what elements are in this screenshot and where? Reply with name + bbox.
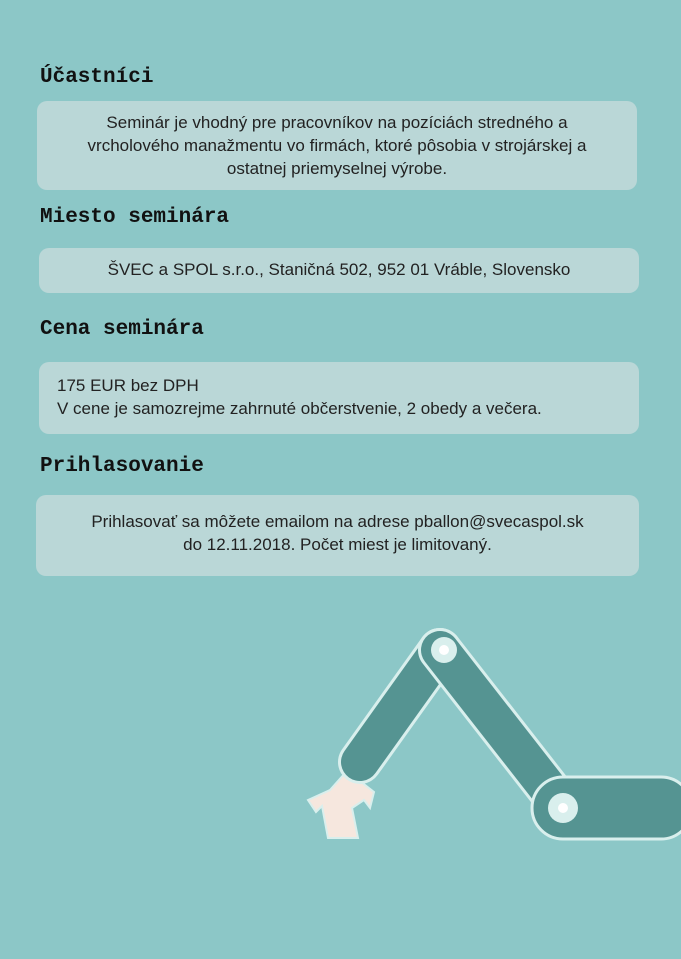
registration-line-1: Prihlasovať sa môžete emailom na adrese pballon@svecaspol.sk xyxy=(91,512,584,531)
price-box xyxy=(39,362,639,434)
registration-heading: Prihlasovanie xyxy=(40,455,204,478)
elbow-joint-center xyxy=(439,645,449,655)
participants-line-1: Seminár je vhodný pre pracovníkov na pozíciách stredného a xyxy=(106,113,568,132)
robot-arm-icon xyxy=(290,610,681,850)
price-line-1: 175 EUR bez DPH xyxy=(57,376,199,395)
location-text: ŠVEC a SPOL s.r.o., Staničná 502, 952 01 Vráble, Slovensko xyxy=(107,260,571,279)
participants-line-3: ostatnej priemyselnej výrobe. xyxy=(226,159,448,178)
location-heading: Miesto seminára xyxy=(40,206,230,229)
participants-box xyxy=(37,101,637,190)
registration-line-2: do 12.11.2018. Počet miest je limitovaný. xyxy=(183,535,492,554)
location-box xyxy=(39,248,639,293)
registration-box xyxy=(36,495,639,576)
participants-line-2: vrcholového manažmentu vo firmách, ktoré pôsobia v strojárskej a xyxy=(87,136,587,155)
price-line-2: V cene je samozrejme zahrnuté občerstvenie, 2 obedy a večera. xyxy=(57,399,542,418)
shoulder-joint-center xyxy=(558,803,568,813)
price-heading: Cena seminára xyxy=(40,318,204,341)
participants-heading: Účastníci xyxy=(40,66,154,89)
